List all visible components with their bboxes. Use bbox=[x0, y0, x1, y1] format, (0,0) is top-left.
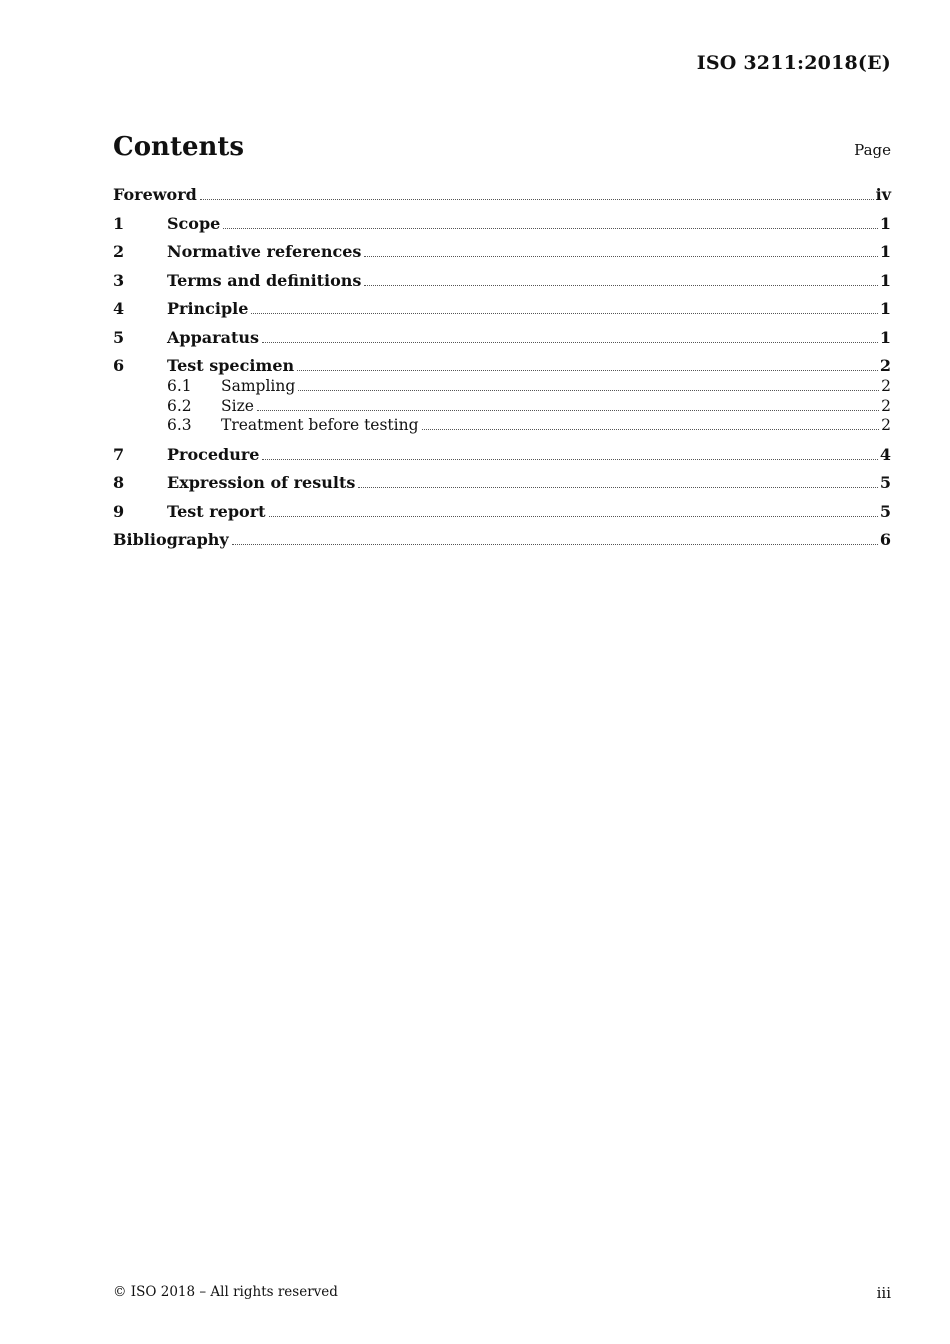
contents-title-row bbox=[113, 130, 891, 166]
toc-entry-page: 1 bbox=[879, 327, 891, 347]
page-number: iii bbox=[876, 1284, 891, 1302]
toc-entry-number: 4 bbox=[113, 299, 125, 318]
toc-entry-number: 3 bbox=[113, 270, 125, 290]
dot-leader bbox=[364, 255, 877, 257]
toc-entry-page: 4 bbox=[879, 444, 891, 464]
dot-leader bbox=[422, 428, 879, 430]
copyright-notice: © ISO 2018 – All rights reserved bbox=[113, 1284, 338, 1300]
toc-entry-page: 5 bbox=[879, 501, 891, 521]
dot-leader bbox=[232, 543, 878, 545]
page-footer bbox=[113, 1284, 891, 1304]
toc-entry-label: Procedure bbox=[167, 444, 260, 464]
toc-entry-number: 9 bbox=[113, 501, 125, 521]
dot-leader bbox=[298, 389, 879, 391]
toc-entry-number: 2 bbox=[113, 242, 125, 261]
toc-entry-page: 2 bbox=[881, 377, 891, 395]
document-id: ISO 3211:2018(E) bbox=[696, 52, 891, 74]
toc-entry-page: 6 bbox=[879, 530, 891, 549]
toc-entry-number: 8 bbox=[113, 473, 125, 492]
toc-entry-label: Sampling bbox=[221, 377, 296, 395]
toc-entry-page: 2 bbox=[879, 356, 891, 375]
toc-entry-foreword[interactable] bbox=[113, 184, 891, 206]
toc-entry-label: Foreword bbox=[113, 185, 197, 204]
toc-entry-label: Test report bbox=[167, 501, 266, 521]
toc-entry-label: Principle bbox=[167, 299, 249, 318]
dot-leader bbox=[358, 486, 878, 488]
toc-entry-bibliography[interactable] bbox=[113, 529, 891, 551]
contents-title: Contents bbox=[113, 132, 245, 162]
toc-entry-label: Bibliography bbox=[113, 530, 229, 549]
dot-leader bbox=[200, 198, 874, 200]
toc-entry-label: Terms and definitions bbox=[167, 270, 362, 290]
toc-entry-scope[interactable] bbox=[113, 213, 891, 235]
toc-entry-page: 5 bbox=[879, 473, 891, 492]
toc-entry-label: Apparatus bbox=[167, 327, 259, 347]
toc-entry-label: Test specimen bbox=[167, 356, 295, 375]
toc-entry-procedure[interactable] bbox=[113, 444, 891, 466]
toc-entry-number: 7 bbox=[113, 444, 125, 464]
dot-leader bbox=[223, 227, 878, 229]
toc-entry-number: 5 bbox=[113, 327, 125, 347]
toc-subentry-size[interactable] bbox=[113, 397, 891, 417]
toc-entry-normative-references[interactable] bbox=[113, 241, 891, 263]
toc-entry-page: 1 bbox=[879, 242, 891, 261]
toc-entry-test-specimen[interactable] bbox=[113, 355, 891, 377]
toc-entry-page: 2 bbox=[881, 416, 891, 434]
table-of-contents bbox=[113, 184, 891, 558]
toc-entry-number: 6.1 bbox=[167, 377, 192, 395]
toc-entry-terms-and-definitions[interactable] bbox=[113, 270, 891, 292]
toc-entry-page: iv bbox=[875, 185, 891, 204]
dot-leader bbox=[262, 458, 877, 460]
toc-entry-page: 2 bbox=[881, 396, 891, 415]
toc-subentry-treatment-before-testing[interactable] bbox=[113, 416, 891, 436]
toc-entry-page: 1 bbox=[879, 299, 891, 318]
toc-entry-page: 1 bbox=[879, 270, 891, 290]
dot-leader bbox=[257, 409, 879, 411]
toc-entry-principle[interactable] bbox=[113, 298, 891, 320]
toc-entry-apparatus[interactable] bbox=[113, 327, 891, 349]
toc-entry-number: 6.3 bbox=[167, 416, 192, 434]
toc-entry-label: Expression of results bbox=[167, 473, 356, 492]
toc-entry-label: Size bbox=[221, 396, 254, 415]
dot-leader bbox=[297, 369, 878, 371]
toc-entry-number: 1 bbox=[113, 213, 125, 233]
toc-entry-number: 6.2 bbox=[167, 396, 192, 415]
dot-leader bbox=[262, 341, 878, 343]
toc-entry-label: Normative references bbox=[167, 242, 362, 261]
toc-entry-number: 6 bbox=[113, 356, 125, 375]
dot-leader bbox=[251, 312, 877, 314]
dot-leader bbox=[269, 515, 878, 517]
toc-entry-test-report[interactable] bbox=[113, 501, 891, 523]
toc-entry-label: Treatment before testing bbox=[221, 416, 419, 434]
toc-entry-expression-of-results[interactable] bbox=[113, 472, 891, 494]
toc-entry-label: Scope bbox=[167, 213, 221, 233]
toc-entry-page: 1 bbox=[879, 213, 891, 233]
page-column-label: Page bbox=[854, 141, 891, 159]
toc-subentry-sampling[interactable] bbox=[113, 377, 891, 397]
dot-leader bbox=[364, 284, 877, 286]
